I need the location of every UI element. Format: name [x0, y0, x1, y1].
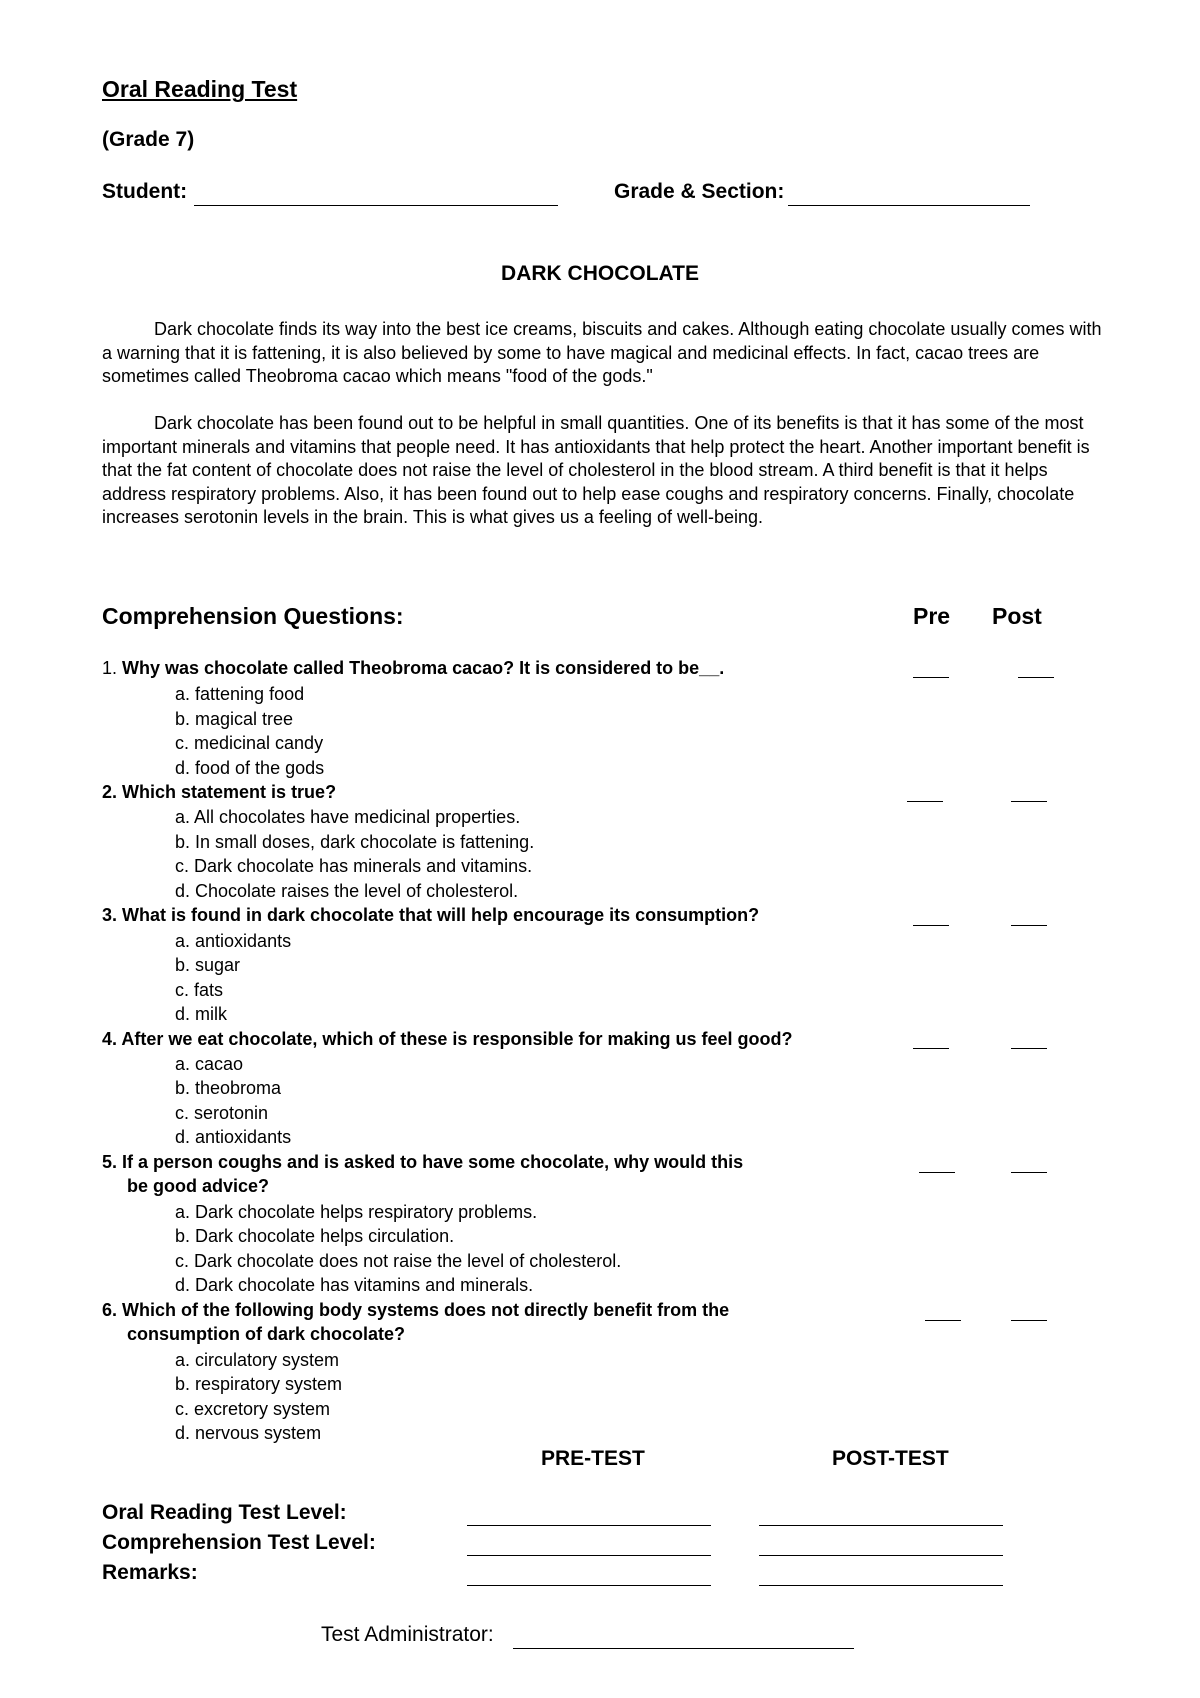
question-text: Which of the following body systems does not directly benefit from the	[122, 1300, 730, 1320]
question-1	[102, 656, 724, 680]
question-number: 1.	[102, 658, 118, 678]
q2-option-a: a. All chocolates have medicinal properties.	[175, 807, 521, 827]
q5-option-a: a. Dark chocolate helps respiratory problems.	[175, 1202, 538, 1222]
q5-post-blank[interactable]	[1011, 1172, 1047, 1173]
q1-option-c: c. medicinal candy	[175, 733, 324, 753]
question-number: 2.	[102, 782, 118, 802]
q6-option-d: d. nervous system	[175, 1423, 322, 1443]
test-administrator-label: Test Administrator:	[321, 1623, 494, 1646]
question-text: Which statement is true?	[122, 782, 337, 802]
q2-option-d: d. Chocolate raises the level of cholesterol.	[175, 881, 519, 901]
q4-option-a: a. cacao	[175, 1054, 244, 1074]
test-administrator-line[interactable]	[513, 1648, 854, 1649]
question-text: Why was chocolate called Theobroma cacao? It is considered to be__.	[122, 658, 725, 678]
q3-post-blank[interactable]	[1011, 925, 1047, 926]
comprehension-post-line[interactable]	[759, 1555, 1003, 1556]
document-title: Oral Reading Test	[102, 76, 298, 102]
q6-option-b: b. respiratory system	[175, 1374, 343, 1394]
grade-label: (Grade 7)	[102, 128, 195, 151]
question-5	[102, 1150, 743, 1198]
passage-title: DARK CHOCOLATE	[501, 262, 699, 285]
remarks-label: Remarks:	[102, 1561, 198, 1584]
student-name-line[interactable]	[194, 205, 558, 206]
student-label: Student:	[102, 180, 188, 203]
comprehension-title: Comprehension Questions:	[102, 603, 404, 629]
question-number: 6.	[102, 1300, 118, 1320]
post-column-header: Post	[992, 603, 1042, 629]
question-text: If a person coughs and is asked to have some chocolate, why would this	[122, 1152, 744, 1172]
passage-paragraph-2: Dark chocolate has been found out to be helpful in small quantities. One of its benefits is that it has some of the most important minerals and vitamins that people need. It has antioxidants that help protect the heart. Another important benefit is that the fat content of chocolate does not raise the level of cholesterol in the blood stream. A third benefit is that it helps address respiratory problems. Also, it has been found out to help ease coughs and respiratory concerns. Finally, chocolate increases serotonin levels in the brain. This is what gives us a feeling of well-being.	[102, 413, 1090, 527]
question-text: After we eat chocolate, which of these is responsible for making us feel good?	[121, 1029, 793, 1049]
question-number: 3.	[102, 905, 118, 925]
q2-post-blank[interactable]	[1011, 801, 1047, 802]
q4-option-d: d. antioxidants	[175, 1127, 292, 1147]
oral-reading-post-line[interactable]	[759, 1525, 1003, 1526]
question-6	[102, 1298, 729, 1346]
question-text-continued: consumption of dark chocolate?	[127, 1324, 406, 1344]
question-2	[102, 780, 336, 804]
q3-option-d: d. milk	[175, 1004, 228, 1024]
grade-section-label: Grade & Section:	[614, 180, 785, 203]
question-text: What is found in dark chocolate that will help encourage its consumption?	[122, 905, 760, 925]
q3-pre-blank[interactable]	[913, 925, 949, 926]
q5-option-b: b. Dark chocolate helps circulation.	[175, 1226, 455, 1246]
q1-post-blank[interactable]	[1018, 677, 1054, 678]
q5-option-c: c. Dark chocolate does not raise the level of cholesterol.	[175, 1251, 622, 1271]
q3-option-c: c. fats	[175, 980, 224, 1000]
q1-option-b: b. magical tree	[175, 709, 294, 729]
question-4	[102, 1027, 793, 1051]
q3-option-b: b. sugar	[175, 955, 241, 975]
q2-pre-blank[interactable]	[907, 801, 943, 802]
q4-pre-blank[interactable]	[913, 1048, 949, 1049]
q2-option-c: c. Dark chocolate has minerals and vitamins.	[175, 856, 533, 876]
q1-option-a: a. fattening food	[175, 684, 305, 704]
oral-reading-level-label: Oral Reading Test Level:	[102, 1501, 347, 1524]
q2-option-b: b. In small doses, dark chocolate is fattening.	[175, 832, 535, 852]
q5-option-d: d. Dark chocolate has vitamins and minerals.	[175, 1275, 534, 1295]
question-3	[102, 903, 759, 927]
question-number: 5.	[102, 1152, 118, 1172]
q5-pre-blank[interactable]	[919, 1172, 955, 1173]
question-text-continued: be good advice?	[127, 1176, 270, 1196]
q6-option-a: a. circulatory system	[175, 1350, 340, 1370]
comprehension-pre-line[interactable]	[467, 1555, 711, 1556]
remarks-post-line[interactable]	[759, 1585, 1003, 1586]
grade-section-line[interactable]	[788, 205, 1030, 206]
comprehension-level-label: Comprehension Test Level:	[102, 1531, 376, 1554]
q3-option-a: a. antioxidants	[175, 931, 292, 951]
q6-option-c: c. excretory system	[175, 1399, 331, 1419]
q1-option-d: d. food of the gods	[175, 758, 325, 778]
q4-post-blank[interactable]	[1011, 1048, 1047, 1049]
q4-option-b: b. theobroma	[175, 1078, 282, 1098]
pre-test-header: PRE-TEST	[541, 1447, 645, 1470]
question-number: 4.	[102, 1029, 118, 1049]
q6-post-blank[interactable]	[1011, 1320, 1047, 1321]
q1-pre-blank[interactable]	[913, 677, 949, 678]
q6-pre-blank[interactable]	[925, 1320, 961, 1321]
post-test-header: POST-TEST	[832, 1447, 949, 1470]
remarks-pre-line[interactable]	[467, 1585, 711, 1586]
passage-paragraph-1: Dark chocolate finds its way into the best ice creams, biscuits and cakes. Although eating chocolate usually comes with a warning that it is fattening, it is also believed by some to have magical and medicinal effects. In fact, cacao trees are sometimes called Theobroma cacao which means "food of the gods."	[102, 319, 1102, 386]
pre-column-header: Pre	[913, 603, 951, 629]
oral-reading-pre-line[interactable]	[467, 1525, 711, 1526]
q4-option-c: c. serotonin	[175, 1103, 269, 1123]
